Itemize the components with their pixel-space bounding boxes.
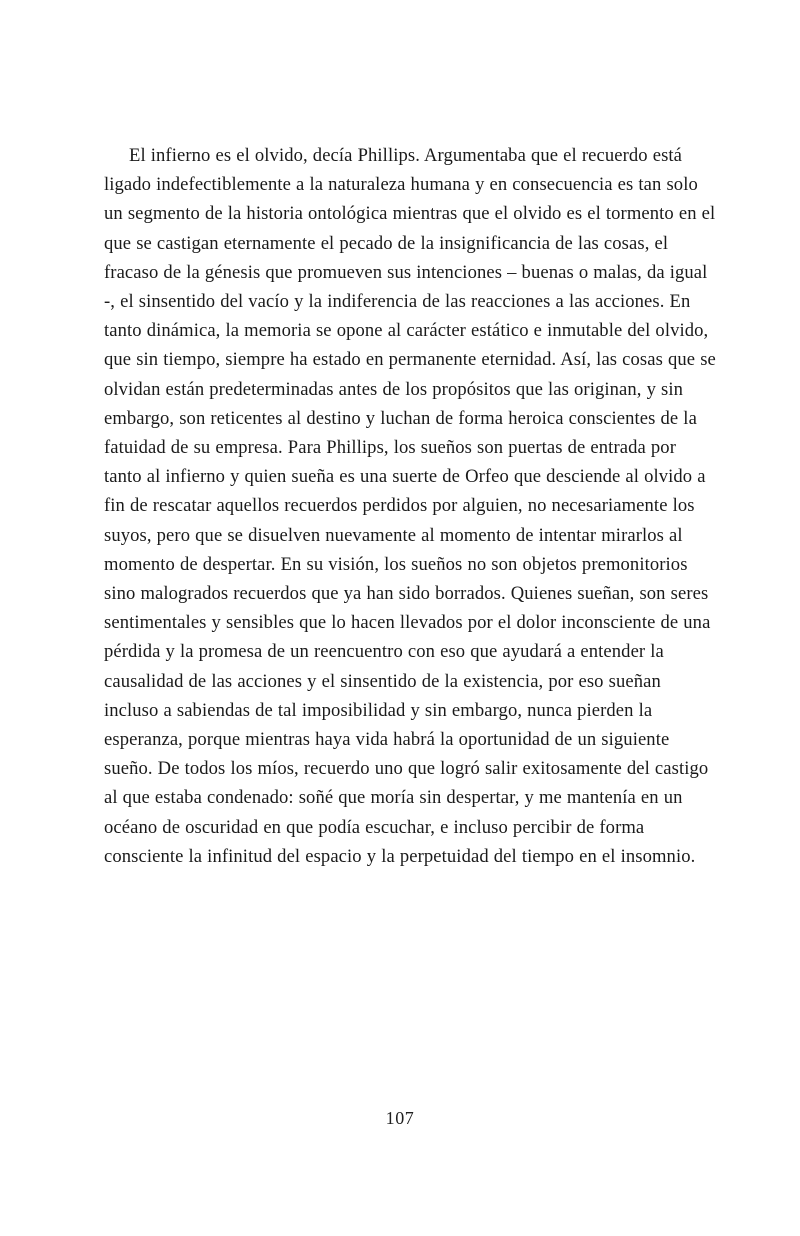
page-number: 107 (385, 1108, 415, 1128)
body-paragraph: El infierno es el olvido, decía Phillips. Argumentaba que el recuerdo está ligado indefectiblemente a la naturaleza humana y en consecuencia es tan solo un segmento de la historia ontológica mientras que el olvido es el tormento en el que se castigan eternamente el pecado de la insignificancia de las cosas, el fracaso de la génesis que promueven sus intenciones – buenas o malas, da igual -, el sinsentido del vacío y la indiferencia de las reacciones a las acciones. En tanto dinámica, la memoria se opone al carácter estático e inmutable del olvido, que sin tiempo, siempre ha estado en permanente eternidad. Así, las cosas que se olvidan están predeterminadas antes de los propósitos que las originan, y sin embargo, son reticentes al destino y luchan de forma heroica conscientes de la fatuidad de su empresa. Para Phillips, los sueños son puertas de entrada por tanto al infierno y quien sueña es una suerte de Orfeo que desciende al olvido a fin de rescatar aquellos recuerdos perdidos por alguien, no necesariamente los suyos, pero que se disuelven nuevamente al momento de intentar mirarlos al momento de despertar. En su visión, los sueños no son objetos premonitorios sino malogrados recuerdos que ya han sido borrados. Quienes sueñan, son seres sentimentales y sensibles que lo hacen llevados por el dolor inconsciente de una pérdida y la promesa de un reencuentro con eso que ayudará a entender la causalidad de las acciones y el sinsentido de la existencia, por eso sueñan incluso a sabiendas de tal imposibilidad y sin embargo, nunca pierden la esperanza, porque mientras haya vida habrá la oportunidad de un siguiente sueño. De todos los míos, recuerdo uno que logró salir exitosamente del castigo al que estaba condenado: soñé que moría sin despertar, y me mantenía en un océano de oscuridad en que podía escuchar, e incluso percibir de forma consciente la infinitud del espacio y la perpetuidad del tiempo en el insomnio. (104, 145, 716, 867)
body-text-block (104, 141, 718, 871)
